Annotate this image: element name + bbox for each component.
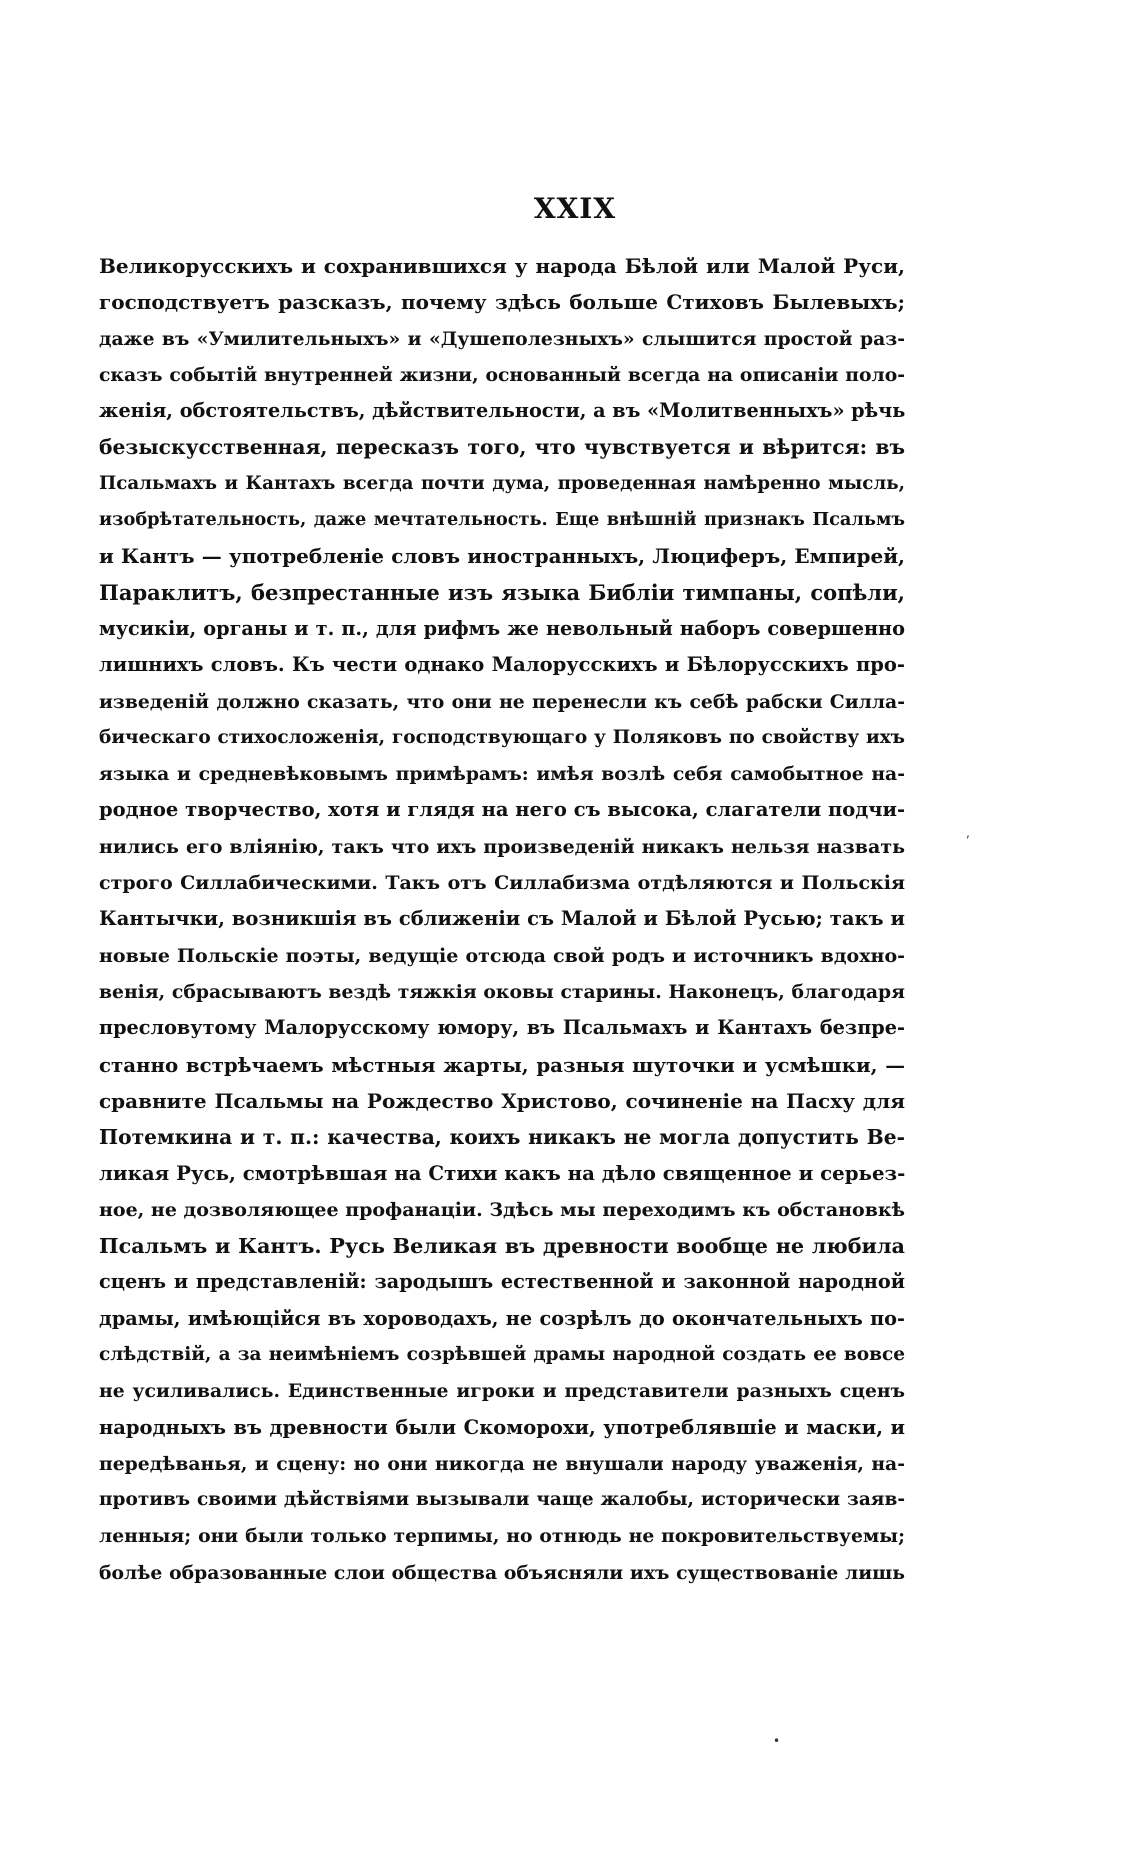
- page-number: XXIX: [533, 192, 617, 225]
- text-line: лишнихъ словъ. Къ чести однако Малорусскихъ и Бѣлорусскихъ про-: [99, 653, 905, 677]
- text-line: изведеній должно сказать, что они не перенесли къ себѣ рабски Силла-: [99, 690, 905, 713]
- text-line: станно встрѣчаемъ мѣстныя жарты, разныя шуточки и усмѣшки, —: [99, 1052, 905, 1077]
- text-line: мусикіи, органы и т. п., для рифмъ же невольный наборъ совершенно: [99, 616, 905, 640]
- text-line: Кантычки, возникшія въ сближеніи съ Малой и Бѣлой Русью; такъ и: [99, 907, 905, 931]
- text-line: Потемкина и т. п.: качества, коихъ никакъ не могла допустить Ве-: [99, 1125, 905, 1150]
- text-line: передѣванья, и сцену: но они никогда не внушали народу уваженія, на-: [99, 1452, 905, 1475]
- text-line: Параклитъ, безпрестанные изъ языка Библіи тимпаны, сопѣли,: [99, 579, 905, 605]
- text-line: строго Силлабическими. Такъ отъ Силлабизма отдѣляются и Польскія: [99, 872, 905, 895]
- text-line: нились его вліянію, такъ что ихъ произведеній никакъ нельзя назвать: [99, 835, 905, 858]
- text-line: болѣе образованные слои общества объясняли ихъ существованіе лишь: [99, 1561, 905, 1584]
- ink-speck: •: [773, 1734, 781, 1748]
- text-line: Псальмъ и Кантъ. Русь Великая въ древности вообще не любила: [99, 1234, 905, 1259]
- text-line: и Кантъ — употребленіе словъ иностранныхъ, Люциферъ, Емпирей,: [99, 544, 905, 569]
- text-line: драмы, имѣющійся въ хороводахъ, не созрѣлъ до окончательныхъ по-: [99, 1306, 905, 1330]
- text-line: народныхъ въ древности были Скоморохи, употреблявшіе и маски, и: [99, 1415, 905, 1439]
- text-line: женія, обстоятельствъ, дѣйствительности, а въ «Молитвенныхъ» рѣчь: [99, 399, 905, 423]
- text-line: Псальмахъ и Кантахъ всегда почти дума, проведенная намѣренно мысль,: [99, 472, 905, 494]
- text-line: Великорусскихъ и сохранившихся у народа Бѣлой или Малой Руси,: [99, 254, 905, 278]
- text-line: сказъ событій внутренней жизни, основанный всегда на описаніи поло-: [99, 363, 905, 386]
- text-line: изобрѣтательность, даже мечтательность. Еще внѣшній признакъ Псальмъ: [99, 509, 905, 531]
- text-line: противъ своими дѣйствіями вызывали чаще жалобы, исторически заяв-: [99, 1489, 905, 1511]
- text-line: господствуетъ разсказъ, почему здѣсь больше Стиховъ Былевыхъ;: [99, 290, 905, 315]
- text-line: не усиливались. Единственные игроки и представители разныхъ сценъ: [99, 1380, 905, 1403]
- text-line: даже въ «Умилительныхъ» и «Душеполезныхъ» слышится простой раз-: [99, 327, 905, 350]
- text-line: ликая Русь, смотрѣвшая на Стихи какъ на дѣло священное и серьез-: [99, 1161, 905, 1186]
- text-line: языка и средневѣковымъ примѣрамъ: имѣя возлѣ себя самобытное на-: [99, 763, 905, 786]
- body-text: [99, 248, 905, 1591]
- text-line: венія, сбрасываютъ вездѣ тяжкія оковы старины. Наконецъ, благодаря: [99, 980, 905, 1003]
- text-line: бическаго стихосложенія, господствующаго у Поляковъ по свойству ихъ: [99, 726, 905, 748]
- text-line: ное, не дозволяющее профанаціи. Здѣсь мы переходимъ къ обстановкѣ: [99, 1198, 905, 1221]
- text-line: ленныя; они были только терпимы, но отнюдь не покровительствуемы;: [99, 1525, 905, 1548]
- text-line: новые Польскіе поэты, ведущіе отсюда свой родъ и источникъ вдохно-: [99, 944, 905, 967]
- ink-speck: ,: [966, 826, 970, 840]
- text-line: сценъ и представленій: зародышъ естественной и законной народной: [99, 1270, 905, 1294]
- text-line: родное творчество, хотя и глядя на него съ высока, слагатели подчи-: [99, 798, 905, 822]
- text-line: сравните Псальмы на Рождество Христово, сочиненіе на Пасху для: [99, 1088, 905, 1113]
- text-line: пресловутому Малорусскому юмору, въ Псальмахъ и Кантахъ безпре-: [99, 1016, 905, 1040]
- text-line: слѣдствій, а за неимѣніемъ созрѣвшей драмы народной создать ее вовсе: [99, 1343, 905, 1365]
- text-line: безыскусственная, пересказъ того, что чувствуется и вѣрится: въ: [99, 435, 905, 460]
